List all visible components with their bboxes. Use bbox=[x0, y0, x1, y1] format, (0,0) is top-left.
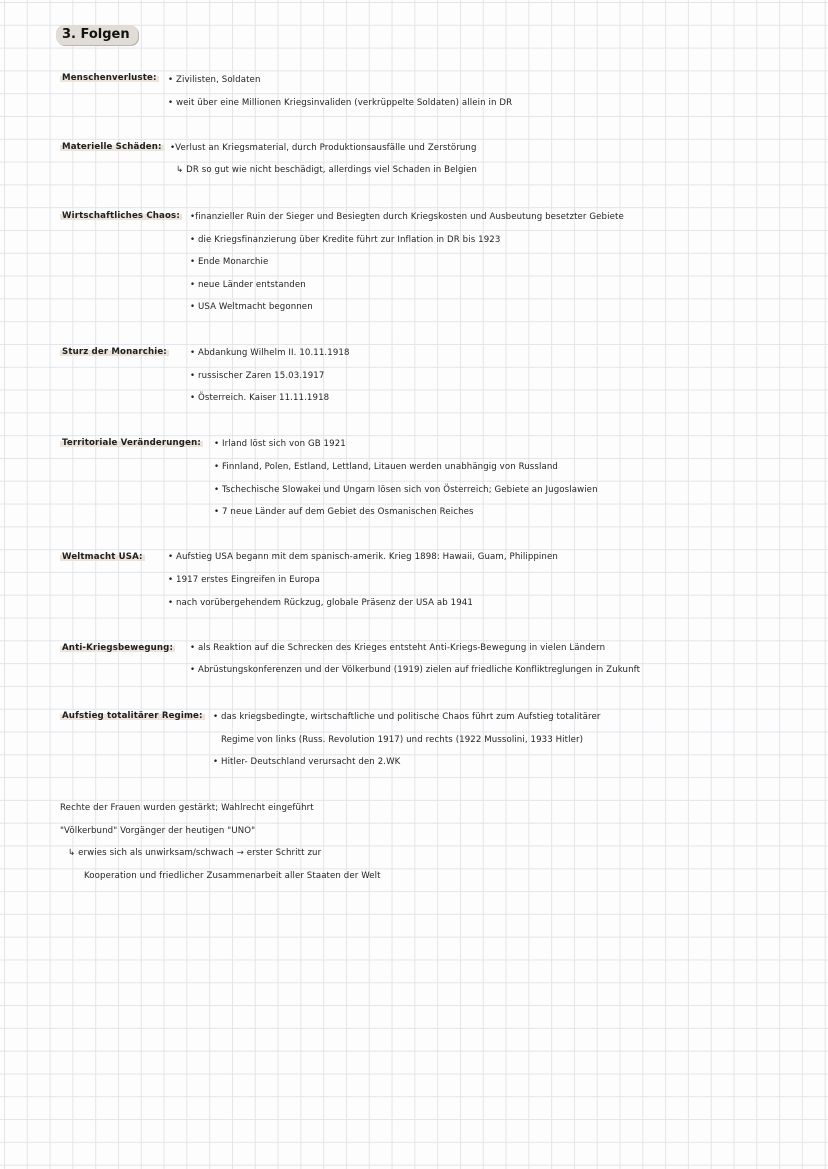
section-line: • Österreich. Kaiser 11.11.1918 bbox=[190, 393, 330, 403]
section-line: • nach vorübergehendem Rückzug, globale Präsenz der USA ab 1941 bbox=[168, 598, 473, 608]
section-line: • Tschechische Slowakei und Ungarn lösen sich von Österreich; Gebiete an Jugoslawien bbox=[214, 485, 598, 495]
section-label-menschenverluste: Menschenverluste: bbox=[62, 73, 157, 83]
section-line: • Irland löst sich von GB 1921 bbox=[214, 439, 346, 449]
section-line: • russischer Zaren 15.03.1917 bbox=[190, 371, 325, 381]
section-label-weltmacht-usa: Weltmacht USA: bbox=[62, 552, 143, 562]
footer-note: Kooperation und friedlicher Zusammenarbeit aller Staaten der Welt bbox=[84, 871, 381, 881]
section-line: • USA Weltmacht begonnen bbox=[190, 302, 313, 312]
section-line: • Finnland, Polen, Estland, Lettland, Litauen werden unabhängig von Russland bbox=[214, 462, 558, 472]
section-line: • Abrüstungskonferenzen und der Völkerbund (1919) zielen auf friedliche Konfliktreglungen in Zukunft bbox=[190, 665, 641, 675]
section-line: •Verlust an Kriegsmaterial, durch Produktionsausfälle und Zerstörung bbox=[170, 143, 477, 153]
section-label-sturz-der-monarchie: Sturz der Monarchie: bbox=[62, 347, 167, 357]
section-line: • die Kriegsfinanzierung über Kredite führt zur Inflation in DR bis 1923 bbox=[190, 235, 501, 245]
footer-note: "Völkerbund" Vorgänger der heutigen "UNO" bbox=[60, 826, 256, 836]
section-line: • Aufstieg USA begann mit dem spanisch-amerik. Krieg 1898: Hawaii, Guam, Philippinen bbox=[168, 552, 558, 562]
page-title: 3. Folgen bbox=[56, 25, 138, 45]
section-line: • weit über eine Millionen Kriegsinvaliden (verkrüppelte Soldaten) allein in DR bbox=[168, 98, 513, 108]
section-line: • 1917 erstes Eingreifen in Europa bbox=[168, 575, 320, 585]
footer-note: Rechte der Frauen wurden gestärkt; Wahlrecht eingeführt bbox=[60, 803, 314, 813]
section-label-aufstieg-totalitaerer-regime: Aufstieg totalitärer Regime: bbox=[62, 711, 203, 721]
section-line: • als Reaktion auf die Schrecken des Krieges entsteht Anti-Kriegs-Bewegung in vielen Ländern bbox=[190, 643, 606, 653]
section-label-wirtschaftliches-chaos: Wirtschaftliches Chaos: bbox=[62, 211, 180, 221]
section-label-materielle-schaeden: Materielle Schäden: bbox=[62, 142, 162, 152]
section-line: •finanzieller Ruin der Sieger und Besiegten durch Kriegskosten und Ausbeutung besetzter Gebiete bbox=[190, 212, 624, 222]
section-label-anti-kriegsbewegung: Anti-Kriegsbewegung: bbox=[62, 643, 174, 653]
section-label-territoriale-veraenderungen: Territoriale Veränderungen: bbox=[62, 438, 201, 448]
section-line: • neue Länder entstanden bbox=[190, 280, 306, 290]
section-line: • Hitler- Deutschland verursacht den 2.WK bbox=[213, 757, 401, 767]
section-line: • Zivilisten, Soldaten bbox=[168, 75, 261, 85]
section-line: • Abdankung Wilhelm II. 10.11.1918 bbox=[190, 348, 350, 358]
section-line: ↳ DR so gut wie nicht beschädigt, allerdings viel Schaden in Belgien bbox=[176, 165, 477, 175]
footer-note: ↳ erwies sich als unwirksam/schwach → erster Schritt zur bbox=[68, 848, 322, 858]
section-line: • Ende Monarchie bbox=[190, 257, 269, 267]
section-line: • das kriegsbedingte, wirtschaftliche und politische Chaos führt zum Aufstieg totalitärer bbox=[213, 712, 601, 722]
section-line: Regime von links (Russ. Revolution 1917) und rechts (1922 Mussolini, 1933 Hitler) bbox=[221, 735, 584, 745]
section-line: • 7 neue Länder auf dem Gebiet des Osmanischen Reiches bbox=[214, 507, 474, 517]
